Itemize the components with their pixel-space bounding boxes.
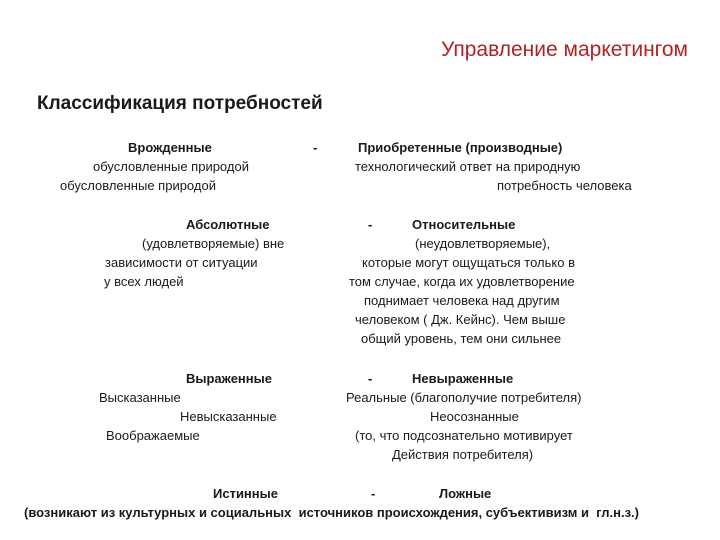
true-false-explanation: (возникают из культурных и социальных источников происхождения, субъективизм и гл.н.з.)	[24, 505, 639, 520]
acquired-line-2: потребность человека	[497, 178, 632, 193]
true-heading: Истинные	[213, 486, 278, 501]
row4-dash: -	[371, 486, 376, 501]
relative-line-1: (неудовлетворяемые),	[415, 236, 551, 251]
innate-heading: Врожденные	[128, 140, 212, 155]
expressed-line-3: Воображаемые	[106, 428, 200, 443]
relative-line-5: человеком ( Дж. Кейнс). Чем выше	[355, 312, 566, 327]
expressed-heading: Выраженные	[186, 371, 272, 386]
absolute-line-3: у всех людей	[104, 274, 184, 289]
absolute-line-1: (удовлетворяемые) вне	[142, 236, 285, 251]
acquired-line-1: технологический ответ на природную	[355, 159, 581, 174]
relative-heading: Относительные	[412, 217, 516, 232]
false-heading: Ложные	[439, 486, 492, 501]
unexpressed-line-2: Неосознанные	[430, 409, 519, 424]
absolute-heading: Абсолютные	[186, 217, 270, 232]
unexpressed-line-3: (то, что подсознательно мотивирует	[355, 428, 573, 443]
relative-line-3: том случае, когда их удовлетворение	[349, 274, 575, 289]
row2-dash: -	[368, 217, 373, 232]
expressed-line-1: Высказанные	[99, 390, 181, 405]
slide-title: Управление маркетингом	[440, 38, 688, 61]
relative-line-2: которые могут ощущаться только в	[362, 255, 575, 270]
slide-subtitle: Классификация потребностей	[37, 93, 323, 114]
row3-dash: -	[368, 371, 373, 386]
unexpressed-line-4: Действия потребителя)	[392, 447, 534, 462]
absolute-line-2: зависимости от ситуации	[105, 255, 258, 270]
row1-dash: -	[313, 140, 318, 155]
unexpressed-heading: Невыраженные	[412, 371, 514, 386]
innate-line-2: обусловленные природой	[60, 178, 216, 193]
relative-line-6: общий уровень, тем они сильнее	[361, 331, 562, 346]
unexpressed-line-1: Реальные (благополучие потребителя)	[346, 390, 582, 405]
acquired-heading: Приобретенные (производные)	[358, 140, 563, 155]
expressed-line-2: Невысказанные	[180, 409, 277, 424]
relative-line-4: поднимает человека над другим	[364, 293, 560, 308]
innate-line-1: обусловленные природой	[93, 159, 249, 174]
